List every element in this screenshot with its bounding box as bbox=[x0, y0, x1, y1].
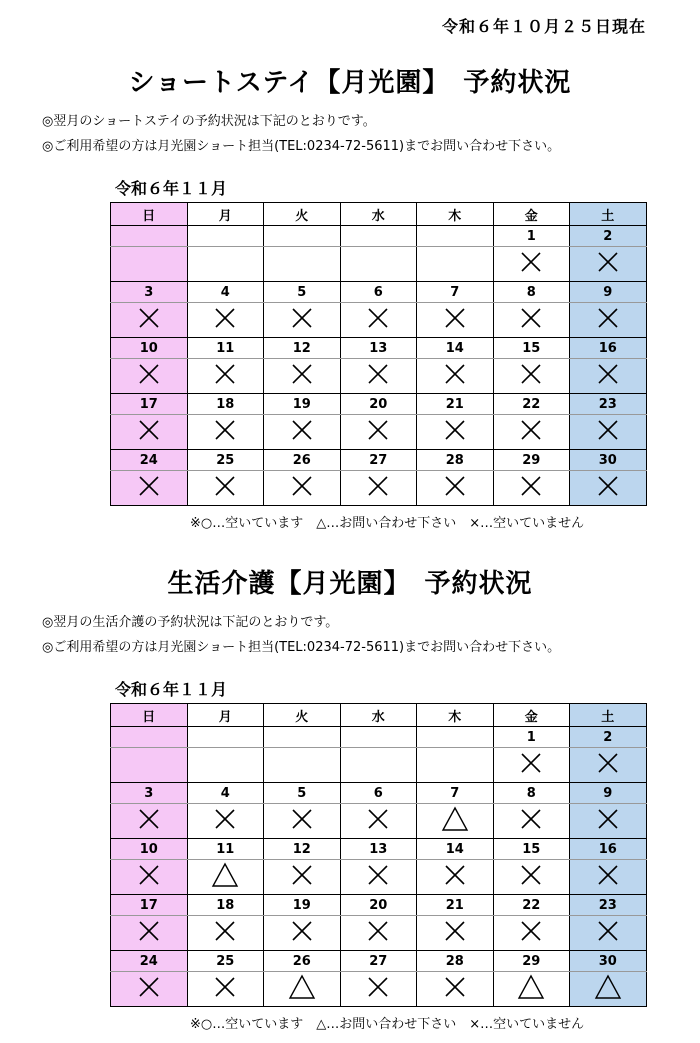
section-note: ◎翌月のショートステイの予約状況は下記のとおりです。 bbox=[42, 114, 376, 129]
as-of-date: 令和６年１０月２５日現在 bbox=[441, 17, 646, 36]
triangle-mark-icon bbox=[288, 973, 316, 1001]
availability-cell bbox=[340, 359, 417, 394]
cross-mark-icon bbox=[594, 360, 622, 388]
cross-mark-icon bbox=[211, 416, 239, 444]
availability-cell bbox=[187, 748, 264, 783]
cross-mark-icon bbox=[517, 360, 545, 388]
availability-cell bbox=[417, 748, 494, 783]
day-number: 12 bbox=[264, 839, 341, 860]
day-number: 2 bbox=[570, 226, 647, 247]
availability-cell bbox=[264, 860, 341, 895]
day-number: 20 bbox=[340, 394, 417, 415]
cross-mark-icon bbox=[135, 360, 163, 388]
cross-mark-icon bbox=[441, 973, 469, 1001]
day-number: 10 bbox=[111, 338, 188, 359]
cross-mark-icon bbox=[594, 861, 622, 889]
availability-cell bbox=[570, 748, 647, 783]
day-number: 28 bbox=[417, 951, 494, 972]
availability-cell bbox=[187, 916, 264, 951]
availability-cell bbox=[493, 916, 570, 951]
cross-mark-icon bbox=[441, 416, 469, 444]
weekday-header: 木 bbox=[417, 203, 494, 226]
weekday-header: 金 bbox=[493, 704, 570, 727]
day-number: 1 bbox=[493, 226, 570, 247]
day-number: 21 bbox=[417, 394, 494, 415]
availability-cell bbox=[417, 303, 494, 338]
day-number: 29 bbox=[493, 450, 570, 471]
cross-mark-icon bbox=[288, 917, 316, 945]
cross-mark-icon bbox=[517, 472, 545, 500]
availability-cell bbox=[187, 247, 264, 282]
day-number: 18 bbox=[187, 394, 264, 415]
legend: ※○…空いています △…お問い合わせ下さい ×…空いていません bbox=[190, 516, 585, 531]
cross-mark-icon bbox=[211, 360, 239, 388]
day-number: 30 bbox=[570, 951, 647, 972]
availability-cell bbox=[417, 804, 494, 839]
day-number: 24 bbox=[111, 951, 188, 972]
availability-cell bbox=[493, 247, 570, 282]
day-number: 5 bbox=[264, 282, 341, 303]
cross-mark-icon bbox=[135, 304, 163, 332]
day-number: 4 bbox=[187, 783, 264, 804]
availability-cell bbox=[570, 860, 647, 895]
weekday-header: 土 bbox=[570, 203, 647, 226]
reservation-calendar bbox=[110, 202, 647, 506]
availability-cell bbox=[187, 471, 264, 506]
cross-mark-icon bbox=[288, 416, 316, 444]
day-number: 25 bbox=[187, 450, 264, 471]
day-number bbox=[417, 727, 494, 748]
cross-mark-icon bbox=[288, 861, 316, 889]
cross-mark-icon bbox=[594, 472, 622, 500]
day-number bbox=[187, 226, 264, 247]
day-number: 19 bbox=[264, 895, 341, 916]
reservation-calendar bbox=[110, 703, 647, 1007]
day-number bbox=[264, 727, 341, 748]
cross-mark-icon bbox=[441, 917, 469, 945]
cross-mark-icon bbox=[288, 805, 316, 833]
day-number bbox=[187, 727, 264, 748]
weekday-header: 土 bbox=[570, 704, 647, 727]
day-number: 3 bbox=[111, 282, 188, 303]
availability-cell bbox=[570, 303, 647, 338]
cross-mark-icon bbox=[517, 248, 545, 276]
availability-cell bbox=[340, 748, 417, 783]
availability-cell bbox=[340, 916, 417, 951]
availability-cell bbox=[187, 359, 264, 394]
availability-cell bbox=[570, 804, 647, 839]
day-number: 6 bbox=[340, 783, 417, 804]
availability-cell bbox=[417, 471, 494, 506]
day-number: 28 bbox=[417, 450, 494, 471]
cross-mark-icon bbox=[135, 472, 163, 500]
cross-mark-icon bbox=[211, 973, 239, 1001]
triangle-mark-icon bbox=[211, 861, 239, 889]
availability-cell bbox=[570, 359, 647, 394]
section-note: ◎ご利用希望の方は月光園ショート担当(TEL:0234-72-5611)までお問い合わせ下さい。 bbox=[42, 640, 561, 655]
availability-cell bbox=[111, 860, 188, 895]
cross-mark-icon bbox=[211, 805, 239, 833]
weekday-header: 火 bbox=[264, 704, 341, 727]
availability-cell bbox=[417, 415, 494, 450]
weekday-header: 日 bbox=[111, 704, 188, 727]
day-number: 23 bbox=[570, 394, 647, 415]
cross-mark-icon bbox=[517, 749, 545, 777]
day-number bbox=[264, 226, 341, 247]
day-number: 14 bbox=[417, 839, 494, 860]
cross-mark-icon bbox=[364, 917, 392, 945]
availability-cell bbox=[264, 247, 341, 282]
day-number: 13 bbox=[340, 338, 417, 359]
cross-mark-icon bbox=[364, 973, 392, 1001]
day-number: 8 bbox=[493, 282, 570, 303]
weekday-header: 水 bbox=[340, 704, 417, 727]
availability-cell bbox=[493, 972, 570, 1007]
cross-mark-icon bbox=[364, 304, 392, 332]
availability-cell bbox=[264, 916, 341, 951]
day-number: 21 bbox=[417, 895, 494, 916]
cross-mark-icon bbox=[441, 472, 469, 500]
day-number: 17 bbox=[111, 394, 188, 415]
availability-cell bbox=[493, 303, 570, 338]
month-label: 令和６年１１月 bbox=[115, 680, 228, 699]
cross-mark-icon bbox=[594, 805, 622, 833]
cross-mark-icon bbox=[364, 360, 392, 388]
day-number: 17 bbox=[111, 895, 188, 916]
availability-cell bbox=[340, 860, 417, 895]
cross-mark-icon bbox=[594, 304, 622, 332]
weekday-header: 日 bbox=[111, 203, 188, 226]
cross-mark-icon bbox=[288, 304, 316, 332]
triangle-mark-icon bbox=[517, 973, 545, 1001]
availability-cell bbox=[111, 247, 188, 282]
day-number: 29 bbox=[493, 951, 570, 972]
cross-mark-icon bbox=[211, 472, 239, 500]
availability-cell bbox=[111, 471, 188, 506]
day-number: 25 bbox=[187, 951, 264, 972]
month-label: 令和６年１１月 bbox=[115, 179, 228, 198]
availability-cell bbox=[340, 471, 417, 506]
day-number bbox=[340, 226, 417, 247]
cross-mark-icon bbox=[517, 416, 545, 444]
day-number: 2 bbox=[570, 727, 647, 748]
availability-cell bbox=[111, 972, 188, 1007]
availability-cell bbox=[111, 804, 188, 839]
availability-cell bbox=[493, 860, 570, 895]
day-number: 9 bbox=[570, 282, 647, 303]
day-number bbox=[417, 226, 494, 247]
legend: ※○…空いています △…お問い合わせ下さい ×…空いていません bbox=[190, 1017, 585, 1032]
availability-cell bbox=[264, 415, 341, 450]
day-number: 3 bbox=[111, 783, 188, 804]
section-title: 生活介護【月光園】 予約状況 bbox=[167, 569, 533, 599]
availability-cell bbox=[570, 247, 647, 282]
cross-mark-icon bbox=[364, 472, 392, 500]
day-number: 12 bbox=[264, 338, 341, 359]
day-number: 26 bbox=[264, 951, 341, 972]
cross-mark-icon bbox=[135, 861, 163, 889]
availability-cell bbox=[417, 860, 494, 895]
day-number: 23 bbox=[570, 895, 647, 916]
availability-cell bbox=[264, 359, 341, 394]
availability-cell bbox=[570, 916, 647, 951]
day-number: 24 bbox=[111, 450, 188, 471]
cross-mark-icon bbox=[288, 360, 316, 388]
availability-cell bbox=[111, 415, 188, 450]
cross-mark-icon bbox=[364, 805, 392, 833]
cross-mark-icon bbox=[441, 360, 469, 388]
weekday-header: 金 bbox=[493, 203, 570, 226]
availability-cell bbox=[111, 748, 188, 783]
cross-mark-icon bbox=[364, 861, 392, 889]
triangle-mark-icon bbox=[441, 805, 469, 833]
day-number: 19 bbox=[264, 394, 341, 415]
day-number: 11 bbox=[187, 338, 264, 359]
day-number: 4 bbox=[187, 282, 264, 303]
day-number: 18 bbox=[187, 895, 264, 916]
availability-cell bbox=[340, 415, 417, 450]
day-number: 8 bbox=[493, 783, 570, 804]
availability-cell bbox=[570, 972, 647, 1007]
day-number bbox=[340, 727, 417, 748]
day-number: 7 bbox=[417, 282, 494, 303]
day-number: 30 bbox=[570, 450, 647, 471]
weekday-header: 火 bbox=[264, 203, 341, 226]
availability-cell bbox=[264, 748, 341, 783]
availability-cell bbox=[264, 804, 341, 839]
day-number: 10 bbox=[111, 839, 188, 860]
availability-cell bbox=[187, 303, 264, 338]
section-note: ◎翌月の生活介護の予約状況は下記のとおりです。 bbox=[42, 615, 339, 630]
availability-cell bbox=[570, 471, 647, 506]
day-number: 7 bbox=[417, 783, 494, 804]
availability-cell bbox=[340, 247, 417, 282]
day-number: 26 bbox=[264, 450, 341, 471]
cross-mark-icon bbox=[211, 917, 239, 945]
availability-cell bbox=[340, 804, 417, 839]
cross-mark-icon bbox=[594, 749, 622, 777]
day-number bbox=[111, 226, 188, 247]
availability-cell bbox=[264, 972, 341, 1007]
day-number: 22 bbox=[493, 394, 570, 415]
availability-cell bbox=[493, 359, 570, 394]
availability-cell bbox=[493, 804, 570, 839]
section-title: ショートステイ【月光園】 予約状況 bbox=[128, 68, 572, 98]
availability-cell bbox=[111, 916, 188, 951]
availability-cell bbox=[493, 748, 570, 783]
availability-cell bbox=[417, 247, 494, 282]
day-number: 20 bbox=[340, 895, 417, 916]
day-number: 27 bbox=[340, 951, 417, 972]
cross-mark-icon bbox=[288, 472, 316, 500]
day-number: 15 bbox=[493, 839, 570, 860]
weekday-header: 木 bbox=[417, 704, 494, 727]
cross-mark-icon bbox=[594, 416, 622, 444]
availability-cell bbox=[417, 359, 494, 394]
day-number: 13 bbox=[340, 839, 417, 860]
cross-mark-icon bbox=[594, 917, 622, 945]
day-number: 22 bbox=[493, 895, 570, 916]
availability-cell bbox=[493, 471, 570, 506]
availability-cell bbox=[187, 860, 264, 895]
day-number: 5 bbox=[264, 783, 341, 804]
availability-cell bbox=[570, 415, 647, 450]
weekday-header: 月 bbox=[187, 704, 264, 727]
availability-cell bbox=[340, 303, 417, 338]
availability-cell bbox=[493, 415, 570, 450]
availability-cell bbox=[264, 471, 341, 506]
weekday-header: 水 bbox=[340, 203, 417, 226]
section-note: ◎ご利用希望の方は月光園ショート担当(TEL:0234-72-5611)までお問い合わせ下さい。 bbox=[42, 139, 561, 154]
day-number: 14 bbox=[417, 338, 494, 359]
availability-cell bbox=[417, 916, 494, 951]
day-number: 6 bbox=[340, 282, 417, 303]
availability-cell bbox=[187, 804, 264, 839]
day-number: 27 bbox=[340, 450, 417, 471]
triangle-mark-icon bbox=[594, 973, 622, 1001]
cross-mark-icon bbox=[517, 861, 545, 889]
cross-mark-icon bbox=[135, 917, 163, 945]
weekday-header: 月 bbox=[187, 203, 264, 226]
day-number: 16 bbox=[570, 839, 647, 860]
day-number bbox=[111, 727, 188, 748]
day-number: 9 bbox=[570, 783, 647, 804]
cross-mark-icon bbox=[135, 973, 163, 1001]
cross-mark-icon bbox=[211, 304, 239, 332]
cross-mark-icon bbox=[517, 805, 545, 833]
availability-cell bbox=[111, 303, 188, 338]
availability-cell bbox=[264, 303, 341, 338]
day-number: 11 bbox=[187, 839, 264, 860]
availability-cell bbox=[111, 359, 188, 394]
availability-cell bbox=[417, 972, 494, 1007]
cross-mark-icon bbox=[364, 416, 392, 444]
day-number: 1 bbox=[493, 727, 570, 748]
cross-mark-icon bbox=[441, 304, 469, 332]
cross-mark-icon bbox=[594, 248, 622, 276]
cross-mark-icon bbox=[517, 917, 545, 945]
cross-mark-icon bbox=[135, 416, 163, 444]
availability-cell bbox=[340, 972, 417, 1007]
day-number: 16 bbox=[570, 338, 647, 359]
availability-cell bbox=[187, 415, 264, 450]
cross-mark-icon bbox=[441, 861, 469, 889]
cross-mark-icon bbox=[135, 805, 163, 833]
day-number: 15 bbox=[493, 338, 570, 359]
availability-cell bbox=[187, 972, 264, 1007]
cross-mark-icon bbox=[517, 304, 545, 332]
